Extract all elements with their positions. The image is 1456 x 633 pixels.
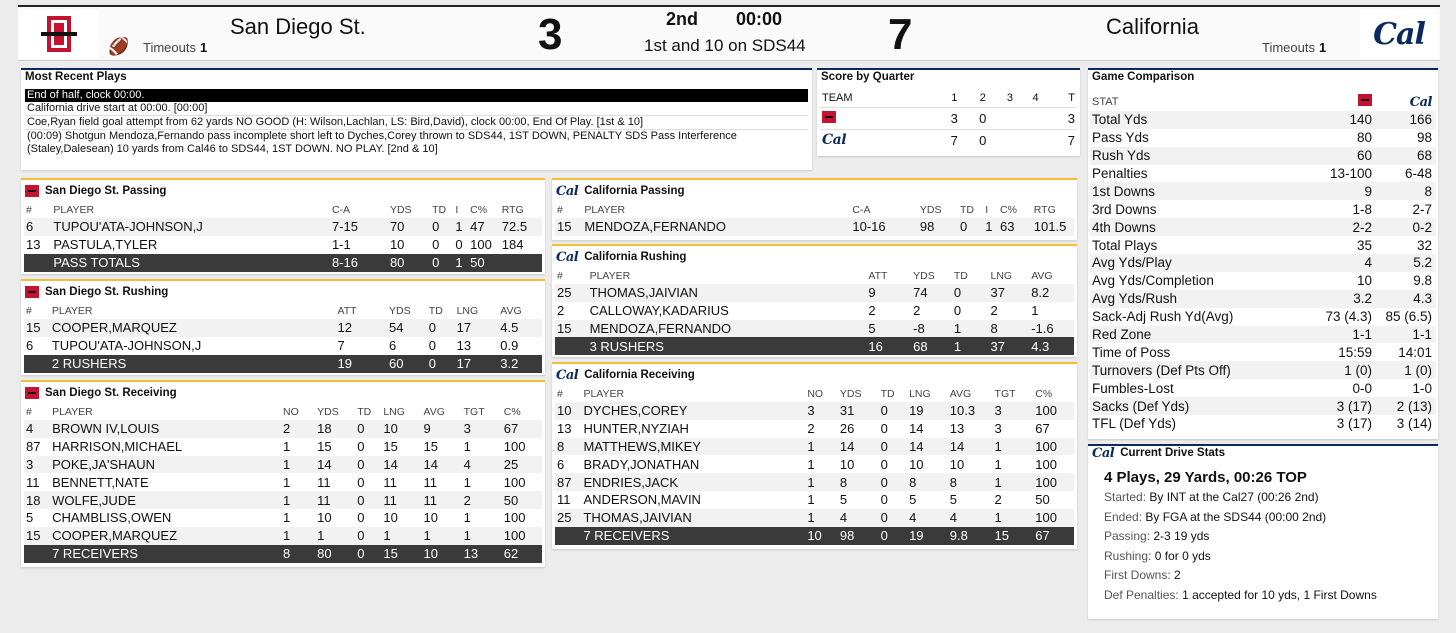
comparison-row: Avg Yds/Completion 10 9.8 <box>1092 273 1432 289</box>
cal-rushing-title: California Rushing <box>584 250 687 263</box>
play-item[interactable]: (00:09) Shotgun Mendoza,Fernando pass incomplete short left to Dyches,Corey thrown to SDS44, 1ST DOWN, PENALTY SDS Pass Interference (Staley,Dalesean) 10 yards from Cal46 to SDS44, 1ST DOWN. NO PLAY. [2nd & 10] <box>27 130 737 155</box>
table-row[interactable]: 6 BRADY,JONATHAN 1 10 0 10 10 1 100 <box>557 456 1057 472</box>
comparison-row: 3rd Downs 1-8 2-7 <box>1092 201 1432 217</box>
table-header: TEAM 1 2 3 4 T <box>822 91 1075 104</box>
away-timeouts: Timeouts 1 <box>143 40 208 55</box>
sdsu-logo-icon <box>822 111 836 123</box>
sdsu-logo-icon <box>1358 94 1372 106</box>
current-drive-title: Cal Current Drive Stats <box>1092 446 1226 461</box>
sdsu-passing-panel <box>21 178 545 274</box>
cal-passing-title: California Passing <box>584 184 685 197</box>
comparison-row: Sacks (Def Yds) 3 (17) 2 (13) <box>1090 397 1436 415</box>
football-icon: 🏈 <box>108 37 130 56</box>
sdsu-logo-icon <box>25 286 39 298</box>
drive-stat-line: First Downs: 2 <box>1104 568 1181 583</box>
down-and-distance: 1st and 10 on SDS44 <box>644 36 806 55</box>
totals-row: 7 RECEIVERS 10 98 0 19 9.8 15 67 <box>555 527 1074 545</box>
drive-headline: 4 Plays, 29 Yards, 00:26 TOP <box>1104 469 1307 486</box>
table-row[interactable]: 11 BENNETT,NATE 1 11 0 11 11 1 100 <box>26 474 526 490</box>
play-item[interactable]: End of half, clock 00:00. <box>25 89 808 102</box>
game-comparison-title: Game Comparison <box>1092 71 1195 83</box>
cal-logo-icon: Cal <box>556 183 579 199</box>
table-row[interactable]: 15 MENDOZA,FERNANDO 5 -8 1 8 -1.6 <box>555 320 1074 338</box>
play-item[interactable]: California drive start at 00:00. [00:00] <box>25 102 808 116</box>
recent-plays-panel <box>21 68 812 170</box>
table-row[interactable]: 2 CALLOWAY,KADARIUS 2 2 0 2 1 <box>557 303 1039 319</box>
table-row[interactable]: 11 ANDERSON,MAVIN 1 5 0 5 5 2 50 <box>557 492 1050 508</box>
table-row[interactable]: 10 DYCHES,COREY 3 31 0 19 10.3 3 100 <box>555 402 1074 420</box>
sdsu-passing-table <box>24 202 542 272</box>
totals-row: 3 RUSHERS 16 68 1 37 4.3 <box>555 337 1074 355</box>
home-team-name: California <box>1106 14 1199 39</box>
table-header: # PLAYER NO YDS TD LNG AVG TGT C% <box>557 388 1053 400</box>
table-row[interactable]: 6 TUPOU'ATA-JOHNSON,J 7-15 70 0 1 47 72.5 <box>24 218 542 236</box>
cal-rushing-table <box>555 268 1074 355</box>
sdsu-logo-icon <box>25 387 39 399</box>
sdsu-passing-title: San Diego St. Passing <box>45 184 167 197</box>
table-header: # PLAYER NO YDS TD LNG AVG TGT C% <box>26 406 521 418</box>
comparison-row: Avg Yds/Rush 3.2 4.3 <box>1090 290 1436 308</box>
table-header: # PLAYER C-A YDS TD I C% RTG <box>557 204 1056 216</box>
comparison-row: Pass Yds 80 98 <box>1092 130 1432 146</box>
cal-receiving-table <box>555 386 1074 545</box>
cal-passing-panel <box>552 178 1077 240</box>
sdsu-receiving-panel <box>21 380 545 567</box>
table-row[interactable]: 5 CHAMBLISS,OWEN 1 10 0 10 10 1 100 <box>26 510 526 526</box>
table-row[interactable]: 4 BROWN IV,LOUIS 2 18 0 10 9 3 67 <box>24 420 542 438</box>
table-row[interactable]: 15 COOPER,MARQUEZ 1 1 0 1 1 1 100 <box>24 527 542 545</box>
table-row[interactable]: 18 WOLFE,JUDE 1 11 0 11 11 2 50 <box>24 491 542 509</box>
comparison-row: Total Yds 140 166 <box>1090 111 1436 129</box>
cal-receiving-title: California Receiving <box>584 368 695 381</box>
table-row: 3 0 3 <box>820 107 1077 129</box>
cal-logo-icon: Cal <box>556 367 579 383</box>
table-row[interactable]: 8 MATTHEWS,MIKEY 1 14 0 14 14 1 100 <box>555 438 1074 456</box>
comparison-row: 4th Downs 2-2 0-2 <box>1090 218 1436 236</box>
away-team-name: San Diego St. <box>230 14 366 39</box>
table-row: Cal 7 0 7 <box>820 129 1077 151</box>
cal-logo-icon: Cal <box>1360 10 1438 58</box>
comparison-header: STAT Cal <box>1090 93 1436 111</box>
totals-row: PASS TOTALS 8-16 80 0 1 50 <box>24 254 542 272</box>
table-row[interactable]: 13 HUNTER,NYZIAH 2 26 0 14 13 3 67 <box>557 421 1050 437</box>
comparison-row: TFL (Def Yds) 3 (17) 3 (14) <box>1092 416 1432 432</box>
table-row[interactable]: 87 HARRISON,MICHAEL 1 15 0 15 15 1 100 <box>26 439 526 455</box>
sdsu-logo-icon <box>20 10 98 58</box>
sdsu-receiving-title: San Diego St. Receiving <box>45 386 177 399</box>
score-by-quarter-table <box>820 89 1077 151</box>
table-row[interactable]: 15 MENDOZA,FERNANDO 10-16 98 0 1 63 101.5 <box>555 218 1074 236</box>
current-drive-panel <box>1088 444 1438 619</box>
cal-logo-icon: Cal <box>1409 94 1432 110</box>
period: 2nd <box>666 9 699 29</box>
away-score: 3 <box>538 10 563 59</box>
comparison-row: Time of Poss 15:59 14:01 <box>1092 344 1432 360</box>
drive-stat-line: Def Penalties: 1 accepted for 10 yds, 1 First Downs <box>1104 587 1377 602</box>
cal-passing-table <box>555 202 1074 236</box>
score-by-quarter-panel <box>817 68 1080 156</box>
scoreboard <box>18 5 1440 61</box>
drive-stat-line: Rushing: 0 for 0 yds <box>1104 548 1211 563</box>
comparison-row: Fumbles-Lost 0-0 1-0 <box>1092 380 1432 396</box>
cal-receiving-panel <box>552 362 1077 549</box>
sdsu-rushing-table <box>24 303 542 373</box>
comparison-row: Avg Yds/Play 4 5.2 <box>1090 254 1436 272</box>
game-comparison-panel <box>1088 68 1438 439</box>
drive-stat-line: Ended: By FGA at the SDS44 (00:00 2nd) <box>1104 509 1327 524</box>
drive-stat-line: Passing: 2-3 19 yds <box>1104 529 1210 544</box>
sdsu-rushing-panel <box>21 279 545 375</box>
sdsu-receiving-table <box>24 404 542 563</box>
totals-row: 2 RUSHERS 19 60 0 17 3.2 <box>24 355 542 373</box>
home-score: 7 <box>888 10 913 59</box>
recent-plays-title: Most Recent Plays <box>25 71 127 83</box>
table-row[interactable]: 87 ENDRIES,JACK 1 8 0 8 8 1 100 <box>555 473 1074 491</box>
comparison-row: Penalties 13-100 6-48 <box>1092 166 1432 181</box>
comparison-row: 1st Downs 9 8 <box>1090 182 1436 200</box>
comparison-row: Turnovers (Def Pts Off) 1 (0) 1 (0) <box>1090 361 1436 379</box>
comparison-row: Red Zone 1-1 1-1 <box>1090 326 1436 344</box>
table-row[interactable]: 25 THOMAS,JAIVIAN 1 4 0 4 4 1 100 <box>555 509 1074 527</box>
table-header: # PLAYER C-A YDS TD I C% RTG <box>26 204 524 216</box>
cal-rushing-panel <box>552 244 1077 357</box>
drive-details <box>1088 461 1438 608</box>
totals-row: 7 RECEIVERS 8 80 0 15 10 13 62 <box>24 545 542 563</box>
sdsu-rushing-title: San Diego St. Rushing <box>45 285 169 298</box>
comparison-row: Total Plays 35 32 <box>1092 237 1432 253</box>
table-row[interactable]: 25 THOMAS,JAIVIAN 9 74 0 37 8.2 <box>555 284 1074 302</box>
cal-logo-icon: Cal <box>1092 446 1115 461</box>
table-row[interactable]: 13 PASTULA,TYLER 1-1 10 0 0 100 184 <box>26 237 524 253</box>
comparison-table <box>1090 111 1436 433</box>
sdsu-logo-icon <box>25 185 39 197</box>
drive-stat-line: Started: By INT at the Cal27 (00:26 2nd) <box>1104 490 1319 504</box>
play-item[interactable]: Coe,Ryan field goal attempt from 62 yards NO GOOD (H: Wilson,Lachlan, LS: Bird,David), clock 00:00, End Of Play. [1st & 10] <box>25 116 808 130</box>
table-header: # PLAYER ATT YDS TD LNG AVG <box>557 270 1053 282</box>
table-header: # PLAYER ATT YDS TD LNG AVG <box>26 305 522 317</box>
comparison-row: Rush Yds 60 68 <box>1090 147 1436 165</box>
table-row[interactable]: 3 POKE,JA'SHAUN 1 14 0 14 14 4 25 <box>24 456 542 474</box>
game-clock: 00:00 <box>736 9 783 29</box>
table-row[interactable]: 15 COOPER,MARQUEZ 12 54 0 17 4.5 <box>24 319 542 337</box>
cal-logo-icon: Cal <box>822 132 847 149</box>
table-row[interactable]: 6 TUPOU'ATA-JOHNSON,J 7 6 0 13 0.9 <box>26 338 519 354</box>
cal-logo-icon: Cal <box>556 249 579 265</box>
recent-plays-list <box>25 89 808 156</box>
comparison-row: Sack-Adj Rush Yd(Avg) 73 (4.3) 85 (6.5) <box>1092 309 1432 325</box>
score-by-quarter-title: Score by Quarter <box>821 71 915 83</box>
home-timeouts: Timeouts 1 <box>1262 40 1327 55</box>
